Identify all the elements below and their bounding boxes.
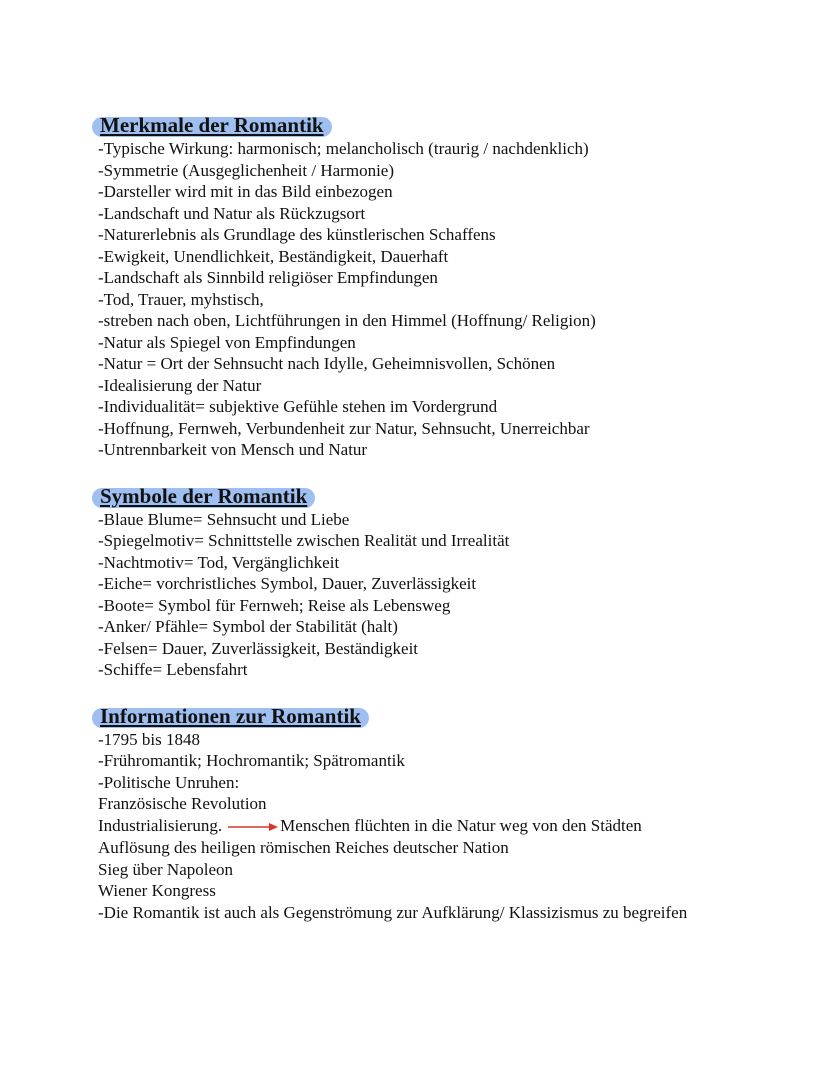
list-item: -Landschaft als Sinnbild religiöser Empfindungen [98,268,438,287]
list-item: -Typische Wirkung: harmonisch; melancholisch (traurig / nachdenklich) [98,139,589,158]
list-item: -Boote= Symbol für Fernweh; Reise als Lebensweg [98,595,451,615]
list-item: -Darsteller wird mit in das Bild einbezogen [98,182,393,201]
list-item: -Tod, Trauer, myhstisch, [98,289,264,309]
list-item: -Untrennbarkeit von Mensch und Natur [98,440,368,459]
section-heading [98,483,309,509]
list-item: -1795 bis 1848 [98,729,200,749]
merkmale-list [98,138,798,461]
list-item: -Eiche= vorchristliches Symbol, Dauer, Zuverlässigkeit [98,574,477,593]
list-item: -Natur = Ort der Sehnsucht nach Idylle, Geheimnisvollen, Schönen [98,354,556,373]
list-item: -Idealisierung der Natur [98,375,262,395]
section-informationen [98,703,798,924]
section-merkmale [98,112,798,461]
list-item: -Blaue Blume= Sehnsucht und Liebe [98,509,350,529]
list-item: -Nachtmotiv= Tod, Vergänglichkeit [98,552,340,572]
list-item: Sieg über Napoleon [98,859,234,879]
list-item: -Schiffe= Lebensfahrt [98,660,248,679]
heading-text: Symbole der Romantik [100,483,308,508]
document-page [98,112,798,923]
section-heading [98,112,326,138]
section-heading [98,703,363,729]
list-item: -Individualität= subjektive Gefühle stehen im Vordergrund [98,397,498,416]
list-item: -Die Romantik ist auch als Gegenströmung zur Aufklärung/ Klassizismus zu begreifen [98,902,688,922]
list-item: -Naturerlebnis als Grundlage des künstlerischen Schaffens [98,225,496,244]
heading-text: Informationen zur Romantik [100,703,361,728]
heading-text: Merkmale der Romantik [100,113,324,137]
list-item: -Symmetrie (Ausgeglichenheit / Harmonie) [98,160,394,180]
arrow-right-icon [228,816,278,838]
list-item: -Hoffnung, Fernweh, Verbundenheit zur Natur, Sehnsucht, Unerreichbar [98,418,590,438]
list-item: -Frühromantik; Hochromantik; Spätromantik [98,751,405,770]
informationen-list [98,729,798,924]
list-item: Französische Revolution [98,794,267,813]
list-item: Auflösung des heiligen römischen Reiches deutscher Nation [98,838,509,858]
arrow-line [98,815,798,838]
list-item: -Politische Unruhen: [98,772,240,792]
arrow-line-left: Industrialisierung. [98,815,223,835]
list-item: -Spiegelmotiv= Schnittstelle zwischen Realität und Irrealität [98,531,510,550]
arrow-line-right: Menschen flüchten in die Natur weg von den Städten [280,815,642,835]
list-item: -Natur als Spiegel von Empfindungen [98,332,356,352]
list-item: Wiener Kongress [98,881,216,901]
list-item: -streben nach oben, Lichtführungen in den Himmel (Hoffnung/ Religion) [98,311,596,330]
list-item: -Felsen= Dauer, Zuverlässigkeit, Beständigkeit [98,638,419,658]
symbole-list [98,509,798,681]
list-item: -Ewigkeit, Unendlichkeit, Beständigkeit, Dauerhaft [98,246,449,266]
list-item: -Anker/ Pfähle= Symbol der Stabilität (halt) [98,617,398,636]
list-item: -Landschaft und Natur als Rückzugsort [98,203,366,223]
section-symbole [98,483,798,681]
